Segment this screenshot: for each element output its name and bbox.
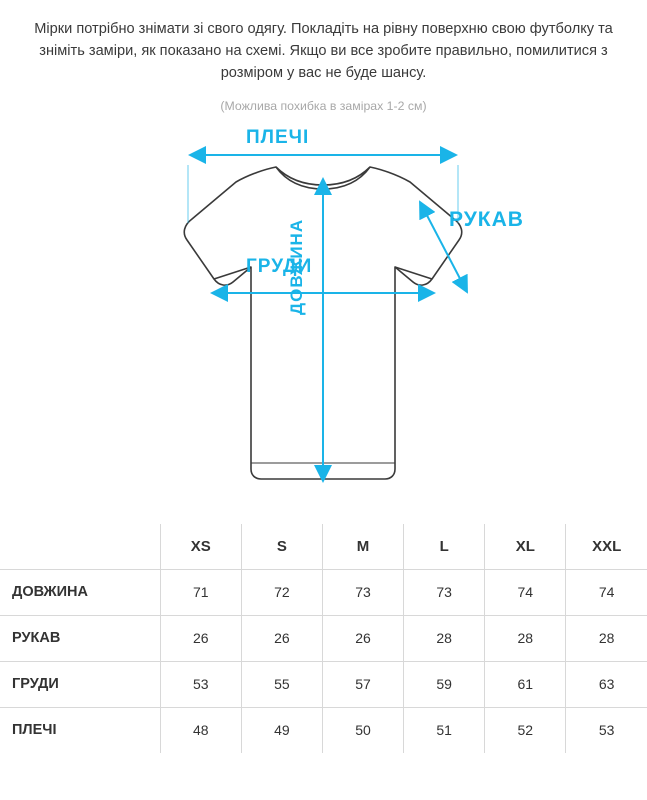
intro-block [0, 0, 647, 113]
cell-length-l: 73 [404, 569, 485, 615]
row-header-shoulders: ПЛЕЧІ [0, 707, 160, 753]
column-header-s: S [241, 524, 322, 570]
table-row [0, 615, 647, 661]
row-header-chest: ГРУДИ [0, 661, 160, 707]
size-table-head [0, 524, 647, 570]
table-row [0, 707, 647, 753]
cell-length-s: 72 [241, 569, 322, 615]
table-row [0, 569, 647, 615]
column-header-xxl: XXL [566, 524, 647, 570]
cell-shoulders-xs: 48 [160, 707, 241, 753]
sleeve-label: РУКАВ [449, 207, 524, 231]
tshirt-diagram-svg [0, 119, 647, 524]
cell-shoulders-xxl: 53 [566, 707, 647, 753]
cell-length-xxl: 74 [566, 569, 647, 615]
cell-shoulders-l: 51 [404, 707, 485, 753]
column-header-xl: XL [485, 524, 566, 570]
size-table-header-row [0, 524, 647, 570]
cell-sleeve-xs: 26 [160, 615, 241, 661]
cell-chest-m: 57 [322, 661, 403, 707]
cell-chest-xs: 53 [160, 661, 241, 707]
cell-shoulders-m: 50 [322, 707, 403, 753]
intro-paragraph: Мірки потрібно знімати зі свого одягу. Покладіть на рівну поверхню свою футболку та зніміть заміри, як показано на схемі. Якщо ви все зробите правильно, помилитися з розміром у вас не буде шансу. [34, 21, 613, 82]
length-label: ДОВЖИНА [287, 218, 306, 315]
column-header-xs: XS [160, 524, 241, 570]
cell-sleeve-s: 26 [241, 615, 322, 661]
measurement-tolerance-note: (Можлива похибка в замірах 1-2 см) [220, 98, 427, 113]
cell-length-m: 73 [322, 569, 403, 615]
cell-length-xl: 74 [485, 569, 566, 615]
cell-chest-xl: 61 [485, 661, 566, 707]
tshirt-measurement-diagram [0, 119, 647, 524]
cell-sleeve-l: 28 [404, 615, 485, 661]
cell-chest-s: 55 [241, 661, 322, 707]
column-header-m: M [322, 524, 403, 570]
cell-length-xs: 71 [160, 569, 241, 615]
size-table-body [0, 569, 647, 753]
cell-sleeve-xxl: 28 [566, 615, 647, 661]
cell-chest-l: 59 [404, 661, 485, 707]
table-row [0, 661, 647, 707]
cell-shoulders-s: 49 [241, 707, 322, 753]
shoulders-label: ПЛЕЧІ [246, 126, 310, 148]
row-header-length: ДОВЖИНА [0, 569, 160, 615]
size-table [0, 524, 647, 753]
cell-sleeve-xl: 28 [485, 615, 566, 661]
column-header-l: L [404, 524, 485, 570]
row-header-sleeve: РУКАВ [0, 615, 160, 661]
cell-chest-xxl: 63 [566, 661, 647, 707]
size-table-corner [0, 524, 160, 570]
cell-shoulders-xl: 52 [485, 707, 566, 753]
cell-sleeve-m: 26 [322, 615, 403, 661]
chest-label: ГРУДИ [246, 255, 313, 277]
